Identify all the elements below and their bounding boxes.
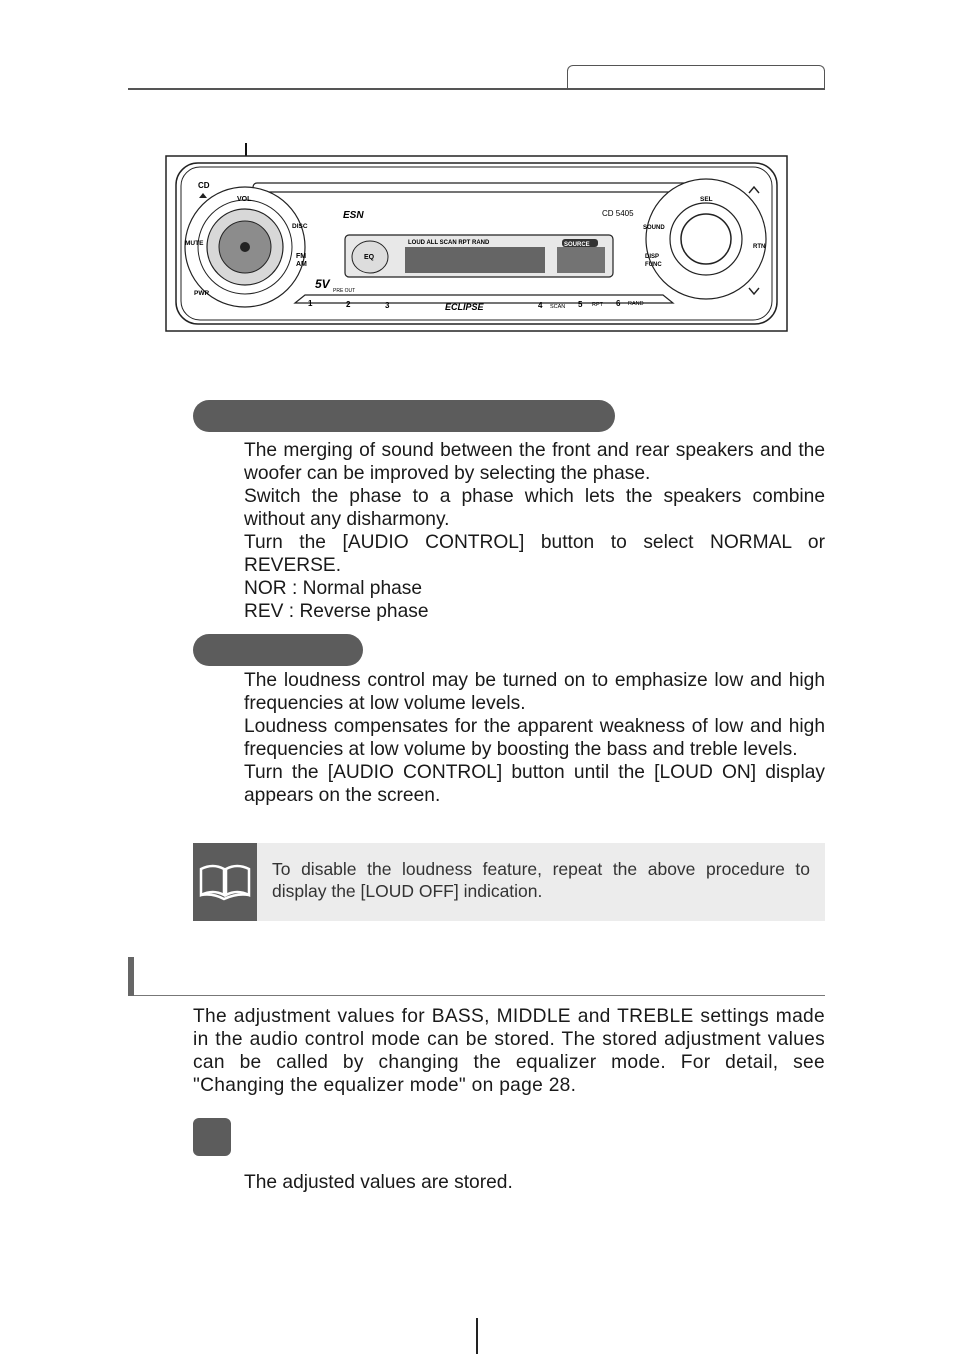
phase-section-text bbox=[244, 439, 825, 623]
loudness-section-pill bbox=[193, 634, 363, 666]
loudness-line-2: Loudness compensates for the apparent weakness of low and high frequencies at low volume by boosting the bass and treble levels. bbox=[244, 716, 825, 760]
label-fm: FM bbox=[296, 253, 307, 260]
preset-4: 4 bbox=[538, 301, 543, 310]
header-tab bbox=[567, 65, 825, 89]
label-model: CD 5405 bbox=[602, 209, 634, 218]
label-eclipse: ECLIPSE bbox=[445, 302, 484, 312]
label-mute: MUTE bbox=[185, 240, 204, 247]
preset-1: 1 bbox=[308, 299, 313, 308]
header-rule bbox=[128, 88, 825, 90]
preset-2: 2 bbox=[346, 300, 351, 309]
phase-line-nor: NOR : Normal phase bbox=[244, 578, 423, 599]
loudness-line-3: Turn the [AUDIO CONTROL] button until the [LOUD ON] display appears on the screen. bbox=[244, 762, 825, 806]
storing-body-text: The adjustment values for BASS, MIDDLE and TREBLE settings made in the audio control mode can be stored. The stored adjustment values can be called by changing the equalizer mode. For detail, see "Changing the equalizer mode" on page 28. bbox=[193, 1006, 825, 1096]
phase-section-pill bbox=[193, 400, 615, 432]
label-disc: DISC bbox=[292, 223, 308, 230]
section-heading-bar bbox=[128, 957, 134, 996]
label-sound: SOUND bbox=[643, 225, 665, 231]
label-am: AM bbox=[296, 261, 307, 268]
note-text: To disable the loudness feature, repeat the above procedure to display the [LOUD OFF] indication. bbox=[272, 859, 810, 901]
label-eq: EQ bbox=[364, 254, 375, 261]
label-5v: 5V bbox=[315, 277, 330, 291]
label-cd: CD bbox=[198, 181, 210, 190]
radio-faceplate-illustration bbox=[165, 155, 788, 332]
phase-line-2: Switch the phase to a phase which lets the speakers combine without any disharmony. bbox=[244, 486, 825, 530]
loudness-section-text bbox=[244, 669, 825, 807]
loudness-line-1: The loudness control may be turned on to emphasize low and high frequencies at low volume levels. bbox=[244, 670, 825, 714]
label-loud-row: LOUD ALL SCAN RPT RAND bbox=[408, 240, 490, 246]
label-rand: RAND bbox=[628, 301, 644, 307]
label-scan: SCAN bbox=[550, 304, 566, 310]
preset-3: 3 bbox=[385, 301, 390, 310]
phase-line-rev: REV : Reverse phase bbox=[244, 601, 429, 622]
label-vol: VOL bbox=[237, 196, 252, 203]
phase-line-3: Turn the [AUDIO CONTROL] button to select NORMAL or REVERSE. bbox=[244, 532, 825, 576]
label-disp: DISP bbox=[645, 254, 660, 260]
label-sel: SEL bbox=[700, 196, 713, 203]
footer-divider bbox=[476, 1318, 478, 1354]
preset-5: 5 bbox=[578, 300, 583, 309]
label-rtn: RTN bbox=[753, 244, 766, 250]
label-rpt: RPT bbox=[592, 302, 603, 308]
step-badge bbox=[193, 1118, 231, 1156]
label-func: FUNC bbox=[645, 262, 662, 268]
label-pwr: PWR bbox=[194, 290, 210, 297]
book-icon bbox=[193, 843, 257, 921]
storing-result-text: The adjusted values are stored. bbox=[244, 1172, 513, 1193]
preset-6: 6 bbox=[616, 299, 621, 308]
label-esn: ESN bbox=[343, 210, 364, 221]
storing-section-body bbox=[193, 1005, 825, 1097]
section-heading-rule bbox=[134, 995, 825, 996]
label-pre-out: PRE OUT bbox=[333, 288, 356, 294]
phase-line-1: The merging of sound between the front and rear speakers and the woofer can be improved by selecting the phase. bbox=[244, 440, 825, 484]
label-source: SOURCE bbox=[564, 242, 590, 248]
